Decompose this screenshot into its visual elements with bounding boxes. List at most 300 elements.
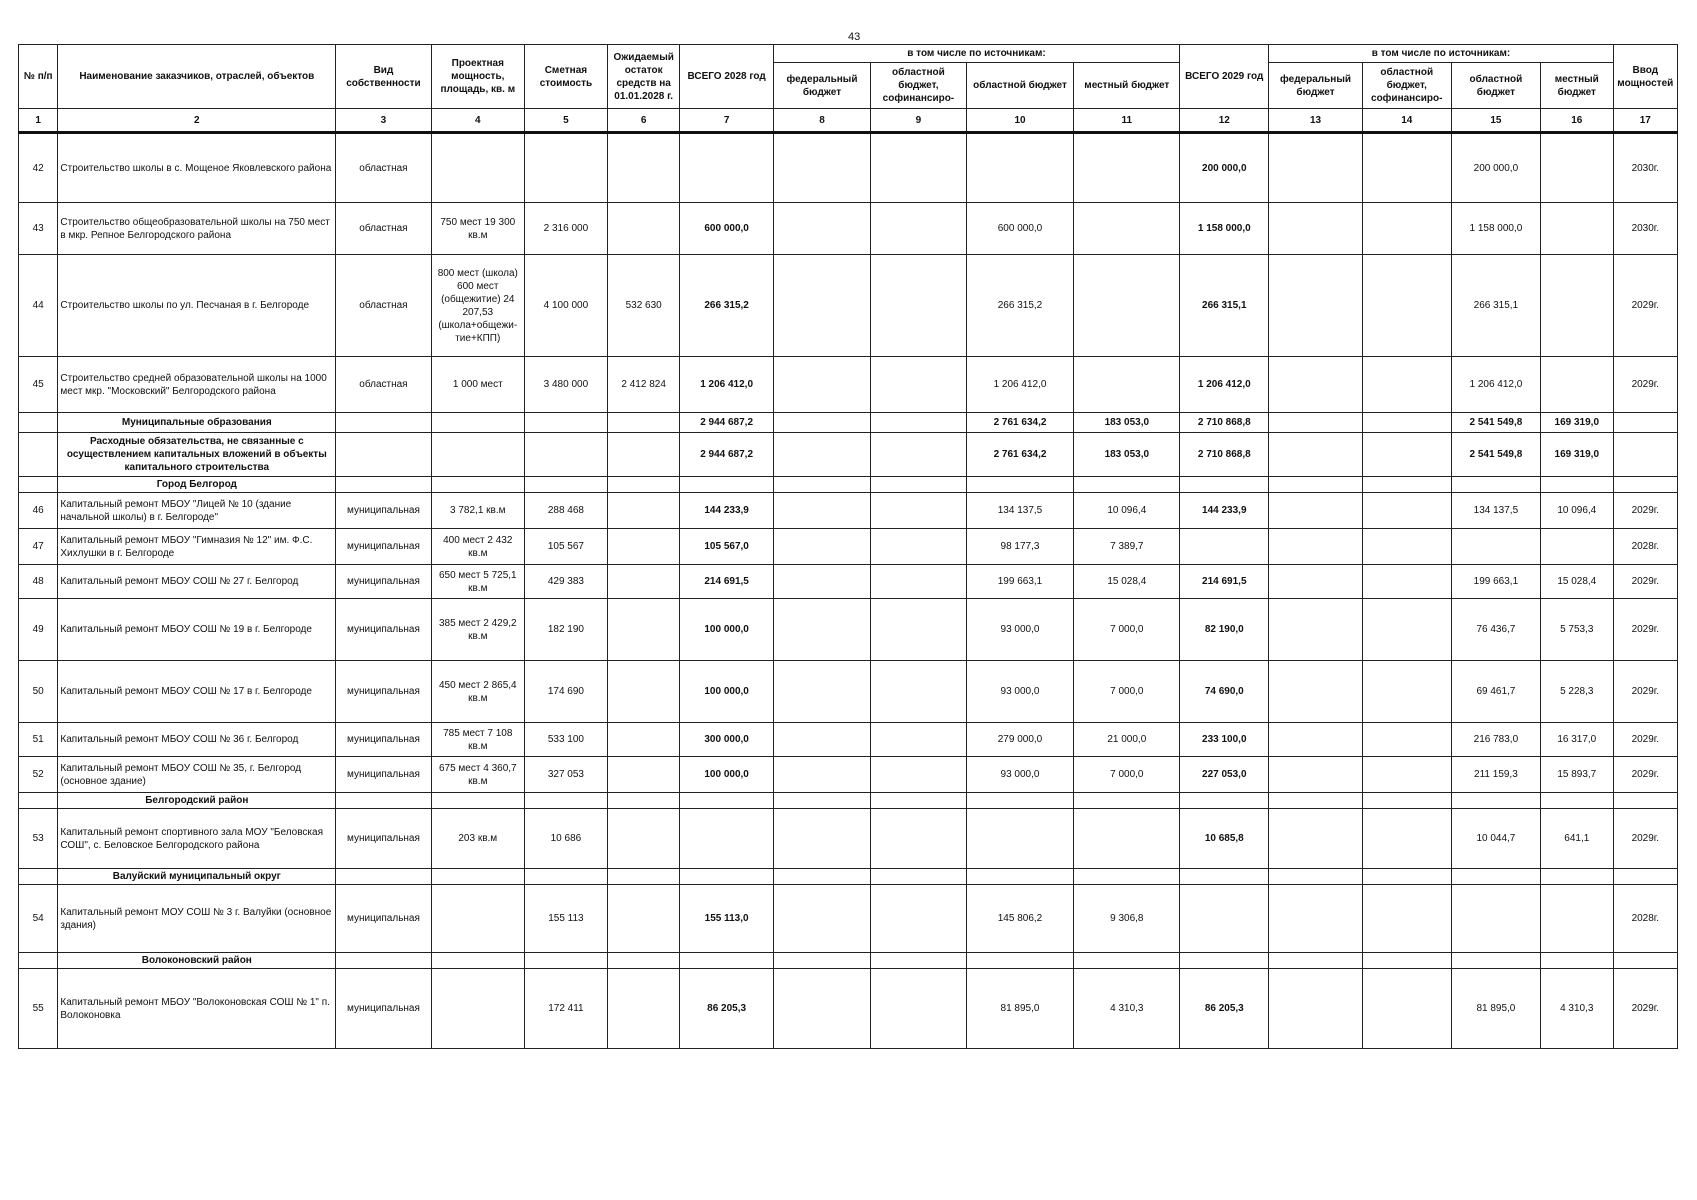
table-cell (871, 493, 966, 529)
table-cell: 5 228,3 (1540, 661, 1613, 723)
column-number: 10 (966, 109, 1074, 133)
table-cell: 54 (19, 885, 58, 953)
table-cell (1074, 133, 1180, 203)
table-cell: 2029г. (1613, 493, 1677, 529)
table-cell (336, 433, 431, 477)
table-cell (871, 133, 966, 203)
table-cell: 10 686 (524, 809, 607, 869)
table-cell: муниципальная (336, 969, 431, 1049)
table-cell (1362, 969, 1451, 1049)
table-cell: муниципальная (336, 529, 431, 565)
object-name-cell: Валуйский муниципальный округ (58, 869, 336, 885)
table-cell: 400 мест 2 432 кв.м (431, 529, 524, 565)
table-cell (1613, 869, 1677, 885)
table-cell (431, 477, 524, 493)
table-cell (1269, 413, 1362, 433)
column-number: 6 (607, 109, 680, 133)
table-cell (1540, 203, 1613, 255)
table-cell: 105 567,0 (680, 529, 773, 565)
table-cell (773, 953, 870, 969)
object-name-cell: Капитальный ремонт МБОУ СОШ № 27 г. Белгород (58, 565, 336, 599)
table-cell: 279 000,0 (966, 723, 1074, 757)
table-cell: 2029г. (1613, 661, 1677, 723)
table-cell (336, 953, 431, 969)
table-cell (524, 869, 607, 885)
table-cell (871, 477, 966, 493)
table-cell (773, 809, 870, 869)
table-cell: 172 411 (524, 969, 607, 1049)
table-cell: 93 000,0 (966, 757, 1074, 793)
column-number: 3 (336, 109, 431, 133)
table-cell: 200 000,0 (1180, 133, 1269, 203)
table-cell (431, 133, 524, 203)
table-cell: муниципальная (336, 757, 431, 793)
table-row (19, 529, 1678, 565)
table-cell: 2 541 549,8 (1451, 433, 1540, 477)
table-cell (1362, 885, 1451, 953)
object-name-cell: Капитальный ремонт МБОУ СОШ № 36 г. Белгород (58, 723, 336, 757)
table-cell (607, 529, 680, 565)
object-name-cell: Капитальный ремонт МБОУ СОШ № 19 в г. Белгороде (58, 599, 336, 661)
column-number: 4 (431, 109, 524, 133)
table-cell (607, 885, 680, 953)
table-cell: 10 096,4 (1540, 493, 1613, 529)
table-cell (1269, 969, 1362, 1049)
table-cell: 4 310,3 (1074, 969, 1180, 1049)
table-cell (524, 413, 607, 433)
table-cell: 53 (19, 809, 58, 869)
column-number: 2 (58, 109, 336, 133)
table-cell: 203 кв.м (431, 809, 524, 869)
header-sources-2029: в том числе по источникам: (1269, 45, 1613, 63)
table-cell: 7 000,0 (1074, 757, 1180, 793)
table-cell: 144 233,9 (680, 493, 773, 529)
table-cell (1613, 953, 1677, 969)
table-cell: 2029г. (1613, 599, 1677, 661)
table-cell (19, 869, 58, 885)
table-cell (1269, 885, 1362, 953)
object-name-cell: Капитальный ремонт МБОУ "Лицей № 10 (здание начальной школы) в г. Белгороде" (58, 493, 336, 529)
table-cell (607, 793, 680, 809)
table-cell: 42 (19, 133, 58, 203)
table-cell: 2 710 868,8 (1180, 413, 1269, 433)
table-cell (773, 433, 870, 477)
object-name-cell: Строительство школы по ул. Песчаная в г. Белгороде (58, 255, 336, 357)
table-cell: 288 468 (524, 493, 607, 529)
table-cell (773, 723, 870, 757)
table-cell: 429 383 (524, 565, 607, 599)
table-cell: 266 315,2 (966, 255, 1074, 357)
table-cell (773, 255, 870, 357)
table-cell (1269, 433, 1362, 477)
header-federal-2028: федеральный бюджет (773, 63, 870, 109)
table-cell (524, 477, 607, 493)
table-cell (966, 477, 1074, 493)
table-cell: 2028г. (1613, 885, 1677, 953)
table-cell (680, 793, 773, 809)
table-cell (1362, 413, 1451, 433)
table-cell (1074, 255, 1180, 357)
table-cell (607, 661, 680, 723)
table-cell (1269, 953, 1362, 969)
table-row (19, 203, 1678, 255)
table-cell: 214 691,5 (680, 565, 773, 599)
table-cell: 15 028,4 (1540, 565, 1613, 599)
table-cell: 50 (19, 661, 58, 723)
table-cell: 4 310,3 (1540, 969, 1613, 1049)
table-cell (19, 953, 58, 969)
table-cell (607, 599, 680, 661)
table-row (19, 565, 1678, 599)
table-cell (966, 793, 1074, 809)
table-cell (524, 953, 607, 969)
table-cell: 800 мест (школа) 600 мест (общежитие) 24 207,53 (школа+общежи-тие+КПП) (431, 255, 524, 357)
table-cell (871, 599, 966, 661)
header-local-2028: местный бюджет (1074, 63, 1180, 109)
table-cell: 46 (19, 493, 58, 529)
header-balance: Ожидаемый остаток средств на 01.01.2028 г. (607, 45, 680, 109)
table-cell: 641,1 (1540, 809, 1613, 869)
table-cell: 216 783,0 (1451, 723, 1540, 757)
column-number: 7 (680, 109, 773, 133)
section-row (19, 477, 1678, 493)
table-cell: 600 000,0 (966, 203, 1074, 255)
page-number: 43 (848, 31, 861, 43)
summary-row (19, 433, 1678, 477)
table-cell (1362, 953, 1451, 969)
table-cell (773, 969, 870, 1049)
table-cell (773, 357, 870, 413)
table-cell (871, 793, 966, 809)
table-cell: 76 436,7 (1451, 599, 1540, 661)
section-row (19, 793, 1678, 809)
header-regional-cofin-2028: областной бюджет, софинансиро- (871, 63, 966, 109)
table-cell (607, 433, 680, 477)
table-cell (1451, 529, 1540, 565)
table-cell (871, 869, 966, 885)
table-cell (1613, 433, 1677, 477)
table-cell (1074, 793, 1180, 809)
object-name-cell: Строительство школы в с. Мощеное Яковлевского района (58, 133, 336, 203)
table-cell (773, 565, 870, 599)
table-cell: 1 206 412,0 (680, 357, 773, 413)
table-cell: 51 (19, 723, 58, 757)
table-cell: 183 053,0 (1074, 433, 1180, 477)
table-cell: 750 мест 19 300 кв.м (431, 203, 524, 255)
table-cell (1362, 793, 1451, 809)
table-cell (1362, 565, 1451, 599)
table-cell: 2 541 549,8 (1451, 413, 1540, 433)
table-cell (871, 969, 966, 1049)
column-number: 17 (1613, 109, 1677, 133)
table-cell (1451, 477, 1540, 493)
table-cell: 69 461,7 (1451, 661, 1540, 723)
table-cell (773, 599, 870, 661)
header-total-2028: ВСЕГО 2028 год (680, 45, 773, 109)
section-row (19, 953, 1678, 969)
table-cell: 2 412 824 (607, 357, 680, 413)
section-row (19, 869, 1678, 885)
table-cell: 1 158 000,0 (1180, 203, 1269, 255)
table-cell (1540, 255, 1613, 357)
summary-row (19, 413, 1678, 433)
table-cell (680, 477, 773, 493)
table-cell (1362, 869, 1451, 885)
table-cell (871, 723, 966, 757)
table-cell (1362, 809, 1451, 869)
table-cell (1362, 599, 1451, 661)
table-cell (1362, 723, 1451, 757)
table-cell: 1 206 412,0 (1180, 357, 1269, 413)
table-cell: 2 944 687,2 (680, 413, 773, 433)
table-cell: 86 205,3 (680, 969, 773, 1049)
table-cell (871, 953, 966, 969)
table-cell (1269, 869, 1362, 885)
object-name-cell: Капитальный ремонт спортивного зала МОУ "Беловская СОШ", с. Беловское Белгородского района (58, 809, 336, 869)
table-cell: 233 100,0 (1180, 723, 1269, 757)
table-cell (1180, 477, 1269, 493)
table-cell: 2 316 000 (524, 203, 607, 255)
table-cell (607, 723, 680, 757)
table-cell (773, 477, 870, 493)
table-cell: 169 319,0 (1540, 413, 1613, 433)
table-cell (773, 793, 870, 809)
table-cell: 45 (19, 357, 58, 413)
table-cell: 174 690 (524, 661, 607, 723)
table-cell: муниципальная (336, 565, 431, 599)
table-cell (431, 433, 524, 477)
table-cell (966, 869, 1074, 885)
table-cell: 5 753,3 (1540, 599, 1613, 661)
column-number: 16 (1540, 109, 1613, 133)
column-number: 5 (524, 109, 607, 133)
table-cell: 2029г. (1613, 757, 1677, 793)
table-cell: 100 000,0 (680, 599, 773, 661)
table-cell (1362, 757, 1451, 793)
table-cell (524, 793, 607, 809)
header-total-2029: ВСЕГО 2029 год (1180, 45, 1269, 109)
table-cell (431, 869, 524, 885)
table-cell (19, 413, 58, 433)
table-cell: 82 190,0 (1180, 599, 1269, 661)
table-cell: муниципальная (336, 661, 431, 723)
header-sources-2028: в том числе по источникам: (773, 45, 1179, 63)
table-cell: 10 044,7 (1451, 809, 1540, 869)
table-cell (1540, 869, 1613, 885)
table-cell (1074, 357, 1180, 413)
table-cell: 327 053 (524, 757, 607, 793)
table-cell (1540, 953, 1613, 969)
table-cell: 52 (19, 757, 58, 793)
table-cell: муниципальная (336, 809, 431, 869)
table-cell (1269, 133, 1362, 203)
column-number: 15 (1451, 109, 1540, 133)
table-cell (431, 413, 524, 433)
table-cell: 2029г. (1613, 255, 1677, 357)
table-cell: 16 317,0 (1540, 723, 1613, 757)
investment-table (18, 44, 1678, 1049)
table-cell (1269, 661, 1362, 723)
table-cell (1362, 357, 1451, 413)
table-cell (773, 661, 870, 723)
table-cell (680, 953, 773, 969)
table-cell (1613, 793, 1677, 809)
table-cell (1269, 203, 1362, 255)
column-number: 9 (871, 109, 966, 133)
table-cell: 300 000,0 (680, 723, 773, 757)
table-cell: 7 000,0 (1074, 599, 1180, 661)
table-cell: 10 096,4 (1074, 493, 1180, 529)
object-name-cell: Расходные обязательства, не связанные с осуществлением капитальных вложений в объекты капитального строительства (58, 433, 336, 477)
table-cell: 2 710 868,8 (1180, 433, 1269, 477)
table-cell (1269, 723, 1362, 757)
table-cell (1269, 565, 1362, 599)
table-cell (773, 413, 870, 433)
table-cell (1074, 203, 1180, 255)
table-cell: 43 (19, 203, 58, 255)
table-cell: 9 306,8 (1074, 885, 1180, 953)
table-cell: 44 (19, 255, 58, 357)
table-cell: 4 100 000 (524, 255, 607, 357)
table-cell: 266 315,2 (680, 255, 773, 357)
table-cell (1074, 809, 1180, 869)
table-cell (607, 869, 680, 885)
table-cell (871, 203, 966, 255)
header-capacity: Проектная мощность, площадь, кв. м (431, 45, 524, 109)
table-row (19, 255, 1678, 357)
table-cell: 450 мест 2 865,4 кв.м (431, 661, 524, 723)
table-cell (336, 869, 431, 885)
table-cell (871, 357, 966, 413)
object-name-cell: Капитальный ремонт МБОУ СОШ № 17 в г. Белгороде (58, 661, 336, 723)
table-cell (1540, 357, 1613, 413)
table-cell: 2029г. (1613, 969, 1677, 1049)
table-cell (431, 969, 524, 1049)
table-cell: 100 000,0 (680, 661, 773, 723)
table-cell: 55 (19, 969, 58, 1049)
table-cell: 2029г. (1613, 565, 1677, 599)
table-cell (607, 969, 680, 1049)
column-number: 12 (1180, 109, 1269, 133)
table-cell (1362, 493, 1451, 529)
header-regional-2029: областной бюджет (1451, 63, 1540, 109)
table-row (19, 885, 1678, 953)
table-cell (1613, 477, 1677, 493)
table-cell (871, 255, 966, 357)
table-cell (680, 869, 773, 885)
table-cell: 155 113 (524, 885, 607, 953)
table-cell: 266 315,1 (1180, 255, 1269, 357)
table-cell: 266 315,1 (1451, 255, 1540, 357)
header-name: Наименование заказчиков, отраслей, объектов (58, 45, 336, 109)
table-cell: областная (336, 357, 431, 413)
object-name-cell: Белгородский район (58, 793, 336, 809)
table-cell: областная (336, 203, 431, 255)
table-cell (966, 133, 1074, 203)
table-cell: 199 663,1 (1451, 565, 1540, 599)
table-cell: муниципальная (336, 885, 431, 953)
header-num: № п/п (19, 45, 58, 109)
table-cell (1269, 493, 1362, 529)
table-cell: областная (336, 255, 431, 357)
table-cell (607, 203, 680, 255)
table-cell (1074, 953, 1180, 969)
table-cell (1362, 529, 1451, 565)
table-row (19, 357, 1678, 413)
table-cell: 49 (19, 599, 58, 661)
table-cell (19, 433, 58, 477)
table-cell (773, 885, 870, 953)
table-cell (773, 493, 870, 529)
table-cell (871, 757, 966, 793)
table-cell: 169 319,0 (1540, 433, 1613, 477)
table-cell (871, 433, 966, 477)
table-cell: 134 137,5 (966, 493, 1074, 529)
header-ownership: Вид собственности (336, 45, 431, 109)
table-cell (1451, 953, 1540, 969)
object-name-cell: Строительство общеобразовательной школы на 750 мест в мкр. Репное Белгородского района (58, 203, 336, 255)
table-cell: 600 000,0 (680, 203, 773, 255)
table-cell: 1 206 412,0 (966, 357, 1074, 413)
table-cell (1180, 885, 1269, 953)
table-cell: 2029г. (1613, 357, 1677, 413)
table-cell: 3 782,1 кв.м (431, 493, 524, 529)
table-cell: 3 480 000 (524, 357, 607, 413)
table-cell (871, 529, 966, 565)
table-cell (1180, 869, 1269, 885)
table-cell (524, 433, 607, 477)
table-row (19, 133, 1678, 203)
table-cell (1269, 757, 1362, 793)
table-cell: 100 000,0 (680, 757, 773, 793)
table-cell (966, 953, 1074, 969)
table-cell: 81 895,0 (966, 969, 1074, 1049)
table-cell (1451, 885, 1540, 953)
table-row (19, 757, 1678, 793)
table-cell: 1 206 412,0 (1451, 357, 1540, 413)
table-cell (607, 757, 680, 793)
table-cell (431, 953, 524, 969)
table-cell (336, 413, 431, 433)
table-cell: 2 761 634,2 (966, 413, 1074, 433)
table-cell: 2030г. (1613, 133, 1677, 203)
table-cell: муниципальная (336, 493, 431, 529)
table-cell: 2028г. (1613, 529, 1677, 565)
object-name-cell: Город Белгород (58, 477, 336, 493)
table-cell (431, 793, 524, 809)
table-cell: 214 691,5 (1180, 565, 1269, 599)
table-cell: 211 159,3 (1451, 757, 1540, 793)
table-cell: 533 100 (524, 723, 607, 757)
table-cell: 650 мест 5 725,1 кв.м (431, 565, 524, 599)
table-body (19, 133, 1678, 1049)
table-cell: 200 000,0 (1451, 133, 1540, 203)
table-cell (607, 809, 680, 869)
header-local-2029: местный бюджет (1540, 63, 1613, 109)
table-cell (773, 529, 870, 565)
table-cell (1362, 661, 1451, 723)
table-cell (680, 133, 773, 203)
table-cell (1269, 793, 1362, 809)
table-cell: 2030г. (1613, 203, 1677, 255)
table-row (19, 809, 1678, 869)
table-cell (1362, 203, 1451, 255)
table-cell (1362, 255, 1451, 357)
column-number: 13 (1269, 109, 1362, 133)
table-cell (524, 133, 607, 203)
table-row (19, 969, 1678, 1049)
table-cell: 15 028,4 (1074, 565, 1180, 599)
